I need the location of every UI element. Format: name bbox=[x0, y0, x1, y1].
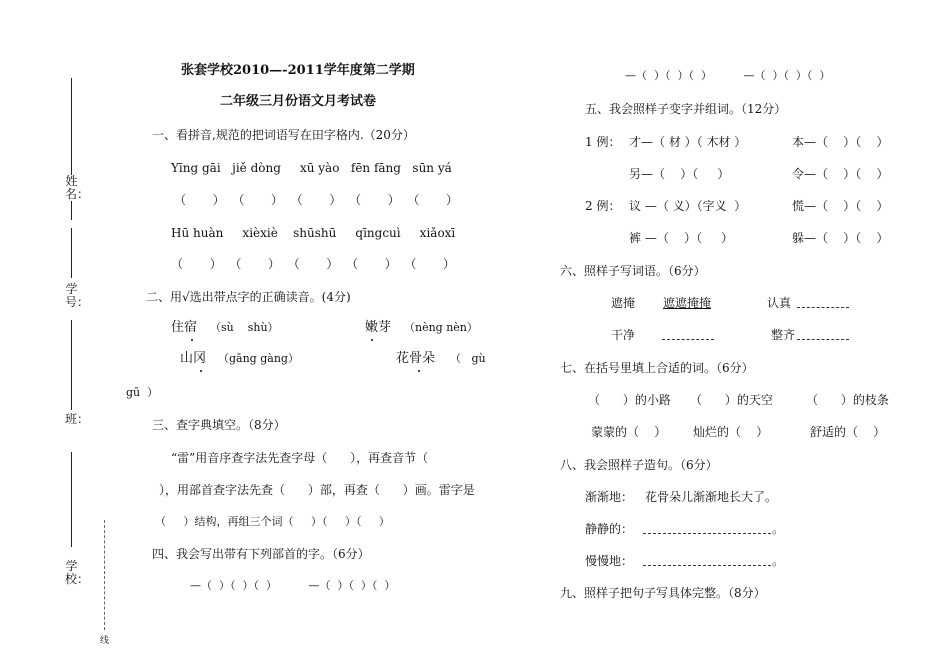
q6-answer-line-zhengqi[interactable] bbox=[797, 330, 849, 340]
q8-title: 八、我会照样子造句。（6分） bbox=[560, 458, 718, 472]
q5-example-1-answer: 才—（ 材 ）（ 木材 ） bbox=[629, 135, 747, 149]
q7-blank-xiaolu[interactable]: （ ）的小路 bbox=[588, 393, 671, 407]
q6-example-answer: 遮遮掩掩 bbox=[663, 296, 712, 310]
name-label: 姓名： bbox=[65, 174, 90, 201]
exam-title: 张套学校2010—-2011学年度第二学期 bbox=[181, 63, 415, 78]
q6-answer-line-renzhen[interactable] bbox=[797, 298, 849, 308]
q8-answer-line-manman[interactable] bbox=[643, 556, 771, 566]
q5-example-1-label: 1 例： bbox=[585, 135, 621, 149]
q1-pinyin-row-1: Yīng gāi jiě dòng xū yào fēn fāng sūn yá bbox=[171, 161, 452, 175]
q7-blank-tiankong[interactable]: （ ）的天空 bbox=[690, 393, 773, 407]
q7-blank-mengmeng[interactable]: 蒙蒙的（ ） bbox=[591, 425, 667, 439]
q3-title: 三、查字典填空。（8分） bbox=[152, 418, 286, 432]
student-id-label: 学号： bbox=[65, 282, 90, 309]
q2-options-nenya[interactable]: （nèng nèn） bbox=[404, 321, 478, 334]
q3-line-3[interactable]: （ ）结构，再组三个词（ ）（ ）（ ） bbox=[155, 515, 390, 528]
q7-title: 七、在括号里填上合适的词。（6分） bbox=[560, 361, 754, 375]
q8-example-sentence: 花骨朵儿渐渐地长大了。 bbox=[645, 490, 778, 504]
q5-title: 五、我会照样子变字并组词。（12分） bbox=[585, 102, 787, 116]
q1-pinyin-row-2: Hū huàn xièxiè shūshū qīngcuì xiǎoxī bbox=[171, 226, 456, 240]
fold-dotted-line bbox=[104, 520, 105, 630]
q5-item-huang[interactable]: 慌—（ ）（ ） bbox=[792, 199, 889, 213]
q6-word-zhengqi: 整齐 bbox=[771, 328, 796, 342]
q8-manman-label: 慢慢地： bbox=[585, 554, 634, 568]
q1-answer-blanks-row-2[interactable]: （ ） （ ） （ ） （ ） （ ） bbox=[171, 257, 456, 271]
class-label: 班： bbox=[65, 412, 90, 426]
binding-line-class bbox=[71, 320, 72, 410]
q2-options-zhusu[interactable]: （sù shù） bbox=[210, 321, 279, 334]
q1-answer-blanks-row-1[interactable]: （ ） （ ） （ ） （ ） （ ） bbox=[174, 193, 459, 207]
q8-answer-line-jingjing[interactable] bbox=[643, 524, 771, 534]
fold-line-label: 线 bbox=[99, 636, 109, 646]
school-label: 学校： bbox=[65, 559, 90, 586]
q2-word-huaguduo: 花骨朵 bbox=[396, 351, 436, 366]
q5-item-ling[interactable]: 令—（ ）（ ） bbox=[792, 167, 889, 181]
q8-jingjing-label: 静静的： bbox=[585, 522, 634, 536]
q5-item-duo[interactable]: 躲—（ ）（ ） bbox=[792, 231, 889, 245]
q3-line-1[interactable]: “雷”用音序查字法先查字母（ ），再查音节（ bbox=[171, 451, 429, 465]
q2-word-shangang: 山冈 bbox=[180, 351, 207, 366]
q4-title: 四、我会写出带有下列部首的字。（6分） bbox=[152, 547, 370, 561]
q1-title: 一、看拼音,规范的把词语写在田字格内.（20分） bbox=[152, 128, 415, 142]
q2-options-huaguduo-cont[interactable]: gū ） bbox=[126, 386, 159, 399]
q2-word-zhusu: 住宿 bbox=[171, 320, 198, 335]
q3-line-2[interactable]: ），用部首查字法先查（ ）部，再查（ ）画。雷字是 bbox=[159, 483, 475, 497]
q6-word-zheyan: 遮掩 bbox=[611, 296, 636, 310]
q6-title: 六、照样子写词语。（6分） bbox=[560, 264, 706, 278]
q5-item-ling-other[interactable]: 另—（ ）（ ） bbox=[629, 167, 730, 181]
binding-line-school bbox=[71, 452, 72, 547]
q5-example-2-label: 2 例： bbox=[585, 199, 621, 213]
exam-subtitle: 二年级三月份语文月考试卷 bbox=[220, 94, 377, 109]
q6-word-renzhen: 认真 bbox=[767, 296, 792, 310]
q5-item-ben[interactable]: 本—（ ）（ ） bbox=[792, 135, 889, 149]
q4-row-left[interactable]: —（ ）（ ）（ ） —（ ）（ ）（ ） bbox=[190, 579, 396, 592]
q2-options-shangang[interactable]: （gāng gàng） bbox=[218, 352, 299, 365]
q9-title: 九、照样子把句子写具体完整。（8分） bbox=[560, 586, 766, 600]
q6-word-ganjing: 干净 bbox=[611, 328, 636, 342]
emphasis-dot bbox=[191, 339, 193, 341]
emphasis-dot bbox=[418, 370, 420, 372]
q2-word-nenya: 嫩芽 bbox=[365, 320, 392, 335]
q8-period: 。 bbox=[772, 554, 785, 568]
q4-row-right[interactable]: —（ ）（ ）（ ） —（ ）（ ）（ ） bbox=[625, 69, 831, 82]
emphasis-dot bbox=[371, 339, 373, 341]
binding-line-id bbox=[71, 228, 72, 278]
q7-blank-zhitiao[interactable]: （ ）的枝条 bbox=[806, 393, 889, 407]
q5-example-2-answer: 议 —（ 义）（字义 ） bbox=[629, 199, 747, 213]
q2-title: 二、用√选出带点字的正确读音。(4分) bbox=[146, 290, 351, 304]
q5-item-ku[interactable]: 裤 —（ ）（ ） bbox=[629, 231, 734, 245]
q7-blank-canlan[interactable]: 灿烂的（ ） bbox=[693, 425, 769, 439]
q8-example-label: 渐渐地： bbox=[585, 490, 634, 504]
q6-answer-line-ganjing[interactable] bbox=[662, 330, 714, 340]
q8-period: 。 bbox=[772, 522, 785, 536]
q7-blank-shushi[interactable]: 舒适的（ ） bbox=[810, 425, 886, 439]
q2-options-huaguduo[interactable]: （ gù bbox=[450, 352, 486, 365]
emphasis-dot bbox=[200, 370, 202, 372]
